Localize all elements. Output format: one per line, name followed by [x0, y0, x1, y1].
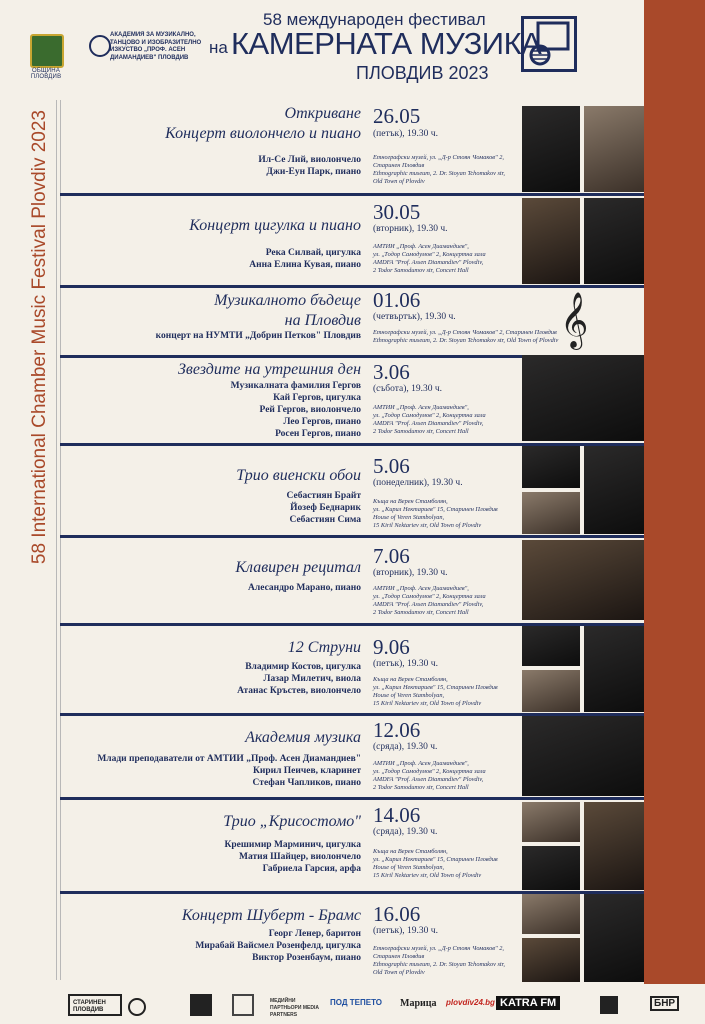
event-day: (петък), 19.30 ч.	[373, 129, 438, 139]
event-title-line: на Пловдив	[284, 312, 361, 329]
venue-line: 15 Kiril Nektariev str, Old Town of Plovdiv	[373, 522, 482, 529]
venue-line: AMDFA "Prof. Assen Diamandiev" Plovdiv,	[373, 601, 484, 608]
sponsor-logo-icon	[232, 994, 254, 1016]
performer: Лео Гергов, пиано	[283, 417, 361, 427]
event-day: (вторник), 19.30 ч.	[373, 568, 448, 578]
performer-photo	[522, 938, 580, 982]
event-title	[178, 360, 361, 380]
event-title-line: Откриване	[284, 105, 361, 122]
performer-photo	[522, 802, 580, 842]
rust-band	[644, 0, 705, 984]
venue-line: AMDFA "Prof. Assen Diamandiev" Plovdiv,	[373, 776, 484, 783]
event-photos	[522, 894, 644, 982]
event-performers	[249, 247, 361, 271]
performer: Река Силвай, цигулка	[265, 248, 361, 258]
performer-photo	[584, 626, 644, 712]
performer: Матия Шайцер, виолончело	[239, 852, 361, 862]
event-day: (петък), 19.30 ч.	[373, 926, 438, 936]
performer-photo	[522, 846, 580, 890]
event-date: 26.05	[373, 104, 421, 128]
sponsor-footer	[0, 984, 705, 1024]
venue-line: АМТИИ „Проф. Асен Диамандиев",	[373, 585, 469, 592]
event-venue	[373, 676, 523, 708]
venue-line: Старинен Пловдив	[373, 162, 425, 169]
sponsor-logo-text: KATRA FM	[496, 996, 560, 1010]
venue-line: Етнографски музей, ул. „Д-р Стоян Чомаков" 2,	[373, 154, 504, 161]
event-day: (петък), 19.30 ч.	[373, 659, 438, 669]
event-performers	[248, 582, 361, 594]
event-title	[189, 216, 361, 236]
performer: Крешимир Марминич, цигулка	[224, 840, 361, 850]
venue-line: House of Veren Stambolyan,	[373, 514, 445, 521]
sponsor-logo	[68, 994, 122, 1016]
event-venue	[373, 848, 523, 880]
event-performers	[258, 154, 361, 178]
performer: Виктор Розенбаум, пиано	[252, 953, 361, 963]
event-venue	[373, 154, 523, 186]
event-row	[60, 626, 644, 713]
festival-title-line3: ПЛОВДИВ 2023	[356, 63, 489, 83]
venue-line: Ethnographic museum, 2. Dr. Stoyan Tchomakov str,	[373, 170, 505, 177]
city-label: ОБЩИНА ПЛОВДИВ	[30, 68, 62, 80]
venue-line: ул. „Кирил Нектариев" 15, Старинен Пловдив	[373, 684, 498, 691]
performer: Млади преподаватели от АМТИИ „Проф. Асен Диамандиев"	[97, 754, 361, 764]
performer: Стефан Чапликов, пиано	[252, 778, 361, 788]
event-performers	[224, 839, 361, 875]
venue-line: ул. „Кирил Нектариев" 15, Старинен Пловдив	[373, 506, 498, 513]
event-photos	[522, 716, 644, 796]
performer: Ил-Се Лий, виолончело	[258, 155, 361, 165]
event-title-line: Клавирен рецитал	[235, 559, 361, 576]
venue-line: ул. „Тодор Самодумов" 2, Концертна зала	[373, 593, 486, 600]
decor-line	[56, 100, 57, 980]
performer-photo	[522, 894, 580, 934]
performer-photo	[584, 802, 644, 890]
event-title-line: Концерт Шуберт - Брамс	[181, 907, 361, 924]
performer-photo	[522, 716, 644, 796]
venue-line: ул. „Тодор Самодумов" 2, Концертна зала	[373, 768, 486, 775]
event-day: (сряда), 19.30 ч.	[373, 742, 438, 752]
sponsor-logo-text: Марица	[400, 998, 437, 1009]
performer: Анна Елина Кувая, пиано	[249, 260, 361, 270]
venue-line: ул. „Кирил Нектариев" 15, Старинен Пловдив	[373, 856, 498, 863]
venue-line: АМТИИ „Проф. Асен Диамандиев",	[373, 243, 469, 250]
events-list	[60, 100, 644, 984]
performer: Джи-Еун Парк, пиано	[266, 167, 361, 177]
event-venue	[373, 329, 563, 345]
performer: Георг Ленер, баритон	[268, 929, 361, 939]
event-date: 7.06	[373, 544, 410, 568]
performer-photo	[522, 492, 580, 534]
performer: Владимир Костов, цигулка	[245, 662, 361, 672]
venue-line: Ethnographic museum, 2. Dr. Stoyan Tchomakov str,	[373, 961, 505, 968]
event-venue	[373, 585, 523, 617]
performer-photo	[522, 540, 644, 620]
event-venue	[373, 498, 523, 530]
event-performers	[156, 330, 361, 342]
event-date: 3.06	[373, 360, 410, 384]
vertical-title: 58 International Chamber Music Festival Plovdiv 2023	[29, 110, 50, 565]
venue-line: 15 Kiril Nektariev str, Old Town of Plovdiv	[373, 700, 482, 707]
event-photos	[522, 626, 644, 712]
performer-photo	[584, 198, 644, 284]
performer: Алесандро Марано, пиано	[248, 583, 361, 593]
sponsor-logo-text: СТАРИНЕН ПЛОВДИВ	[73, 1000, 106, 1013]
venue-line: AMDFA "Prof. Assen Diamandiev" Plovdiv,	[373, 259, 484, 266]
event-day: (вторник), 19.30 ч.	[373, 224, 448, 234]
venue-line: 15 Kiril Nektariev str, Old Town of Plovdiv	[373, 872, 482, 879]
venue-line: Етнографски музей, ул. „Д-р Стоян Чомаков" 2, Старинен Пловдив	[373, 329, 557, 336]
event-title	[236, 466, 361, 486]
event-photos	[522, 446, 644, 534]
event-title-line: Музикалното бъдеще	[214, 292, 361, 309]
event-photos	[522, 802, 644, 890]
performer: Музикалната фамилия Гергов	[230, 381, 361, 391]
venue-line: House of Veren Stambolyan,	[373, 864, 445, 871]
sponsor-logo-text: plovdiv24.bg	[446, 998, 495, 1007]
event-row	[60, 446, 644, 535]
festival-logo-icon	[521, 16, 577, 72]
event-date: 5.06	[373, 454, 410, 478]
performer: Габриела Гарсия, арфа	[262, 864, 361, 874]
event-performers	[237, 661, 361, 697]
event-row	[60, 100, 644, 193]
event-title	[235, 558, 361, 578]
performer: Кай Гергов, цигулка	[273, 393, 361, 403]
event-title-line: Концерт цигулка и пиано	[189, 217, 361, 234]
poster-header	[0, 0, 705, 100]
event-day: (събота), 19.30 ч.	[373, 384, 443, 394]
venue-line: ул. „Тодор Самодумов" 2, Концертна зала	[373, 412, 486, 419]
festival-title-line1: 58 международен фестивал	[263, 10, 486, 29]
performer: Себастиян Сима	[289, 515, 361, 525]
event-photos	[522, 540, 644, 620]
event-row	[60, 894, 644, 984]
performer-photo	[522, 355, 644, 441]
event-title-line: 12 Струни	[287, 639, 361, 656]
event-day: (понеделник), 19.30 ч.	[373, 478, 463, 488]
festival-title-na: на	[209, 38, 228, 57]
performer-photo	[522, 670, 580, 712]
event-row	[60, 196, 644, 285]
venue-line: АМТИИ „Проф. Асен Диамандиев",	[373, 404, 469, 411]
performer-photo	[584, 894, 644, 982]
event-performers	[195, 928, 361, 964]
event-photos	[522, 198, 644, 284]
performer: Мирабай Вайсмел Розенфелд, цигулка	[195, 941, 361, 951]
event-row	[60, 716, 644, 797]
venue-line: House of Veren Stambolyan,	[373, 692, 445, 699]
event-title	[182, 906, 361, 926]
event-venue	[373, 760, 523, 792]
event-date: 16.06	[373, 902, 421, 926]
event-title	[165, 104, 361, 144]
event-performers	[287, 490, 362, 526]
performer-photo	[584, 106, 644, 192]
event-day: (сряда), 19.30 ч.	[373, 827, 438, 837]
event-title-line: Звездите на утрешния ден	[177, 361, 361, 378]
performer: Атанас Кръстев, виолончело	[237, 686, 361, 696]
venue-line: Етнографски музей, ул. „Д-р Стоян Чомаков" 2,	[373, 945, 504, 952]
venue-line: Къща на Верен Стамболян,	[373, 848, 448, 855]
event-title	[214, 291, 361, 331]
venue-line: Старинен Пловдив	[373, 953, 425, 960]
festival-title-line2: КАМЕРНАТА МУЗИКА	[231, 26, 542, 61]
event-title-line: Концерт виолончело и пиано	[165, 125, 361, 142]
event-title	[245, 728, 361, 748]
event-row	[60, 800, 644, 891]
performer-photo	[522, 198, 580, 284]
event-performers	[231, 380, 361, 440]
sponsor-logo-icon	[128, 998, 146, 1016]
performer: Рей Гергов, виолончело	[259, 405, 361, 415]
performer: Лазар Милетич, виола	[263, 674, 361, 684]
event-title-line: Трио виенски обои	[236, 467, 361, 484]
venue-line: Old Town of Plovdiv	[373, 969, 425, 976]
performer-photo	[584, 446, 644, 534]
event-venue	[373, 945, 523, 977]
performer-photo	[522, 446, 580, 488]
event-date: 01.06	[373, 288, 421, 312]
event-title	[223, 812, 361, 832]
plovdiv-crest-icon	[30, 34, 64, 68]
venue-line: ул. „Тодор Самодумов" 2, Концертна зала	[373, 251, 486, 258]
venue-line: 2 Todor Samodumov str, Concert Hall	[373, 784, 469, 791]
event-date: 30.05	[373, 200, 421, 224]
performer: концерт на НУМТИ „Добрин Петков" Пловдив	[155, 331, 361, 341]
venue-line: Къща на Верен Стамболян,	[373, 676, 448, 683]
venue-line: AMDFA "Prof. Assen Diamandiev" Plovdiv,	[373, 420, 484, 427]
event-venue	[373, 243, 523, 275]
venue-line: Old Town of Plovdiv	[373, 178, 425, 185]
event-row	[60, 358, 644, 443]
sponsor-logo-icon	[190, 994, 212, 1016]
venue-line: 2 Todor Samodumov str, Concert Hall	[373, 267, 469, 274]
sponsor-logo-text: ПОД ТЕПЕТО	[330, 998, 383, 1007]
event-title-line: Трио „Крисостомо"	[223, 813, 361, 830]
event-venue	[373, 404, 523, 436]
event-title-line: Академия музика	[245, 729, 361, 746]
event-date: 14.06	[373, 803, 421, 827]
event-performers	[97, 753, 361, 789]
media-partners-label: МЕДИЙНИ ПАРТНЬОРИ MEDIA PARTNERS	[270, 998, 319, 1018]
treble-clef-icon: 𝄞	[560, 292, 589, 348]
venue-line: Ethnographic museum, 2. Dr. Stoyan Tchomakov str, Old Town of Plovdiv	[373, 337, 559, 344]
performer-photo	[522, 106, 580, 192]
event-date: 12.06	[373, 718, 421, 742]
sponsor-logo-text: БНР	[650, 996, 679, 1011]
performer-photo	[522, 626, 580, 666]
performer: Себастиян Брайт	[286, 491, 361, 501]
sponsor-logo-icon	[600, 996, 618, 1014]
venue-line: 2 Todor Samodumov str, Concert Hall	[373, 428, 469, 435]
venue-line: Къща на Верен Стамболян,	[373, 498, 448, 505]
event-day: (четвъртък), 19.30 ч.	[373, 312, 456, 322]
performer: Росен Гергов, пиано	[275, 429, 361, 439]
venue-line: АМТИИ „Проф. Асен Диамандиев",	[373, 760, 469, 767]
event-row	[60, 288, 644, 355]
event-photos	[522, 106, 644, 192]
event-row	[60, 538, 644, 623]
venue-line: 2 Todor Samodumov str, Concert Hall	[373, 609, 469, 616]
academy-text: АКАДЕМИЯ ЗА МУЗИКАЛНО, ТАНЦОВО И ИЗОБРАЗИТЕЛНО ИЗКУСТВО „ПРОФ. АСЕН ДИАМАНДИЕВ" ПЛОВДИВ	[110, 32, 202, 61]
performer: Йозеф Беднарик	[290, 503, 361, 513]
performer: Кирил Пеичев, кларинет	[252, 766, 361, 776]
academy-logo-icon	[89, 35, 111, 57]
event-title	[288, 638, 361, 658]
event-photos	[522, 355, 644, 441]
event-date: 9.06	[373, 635, 410, 659]
